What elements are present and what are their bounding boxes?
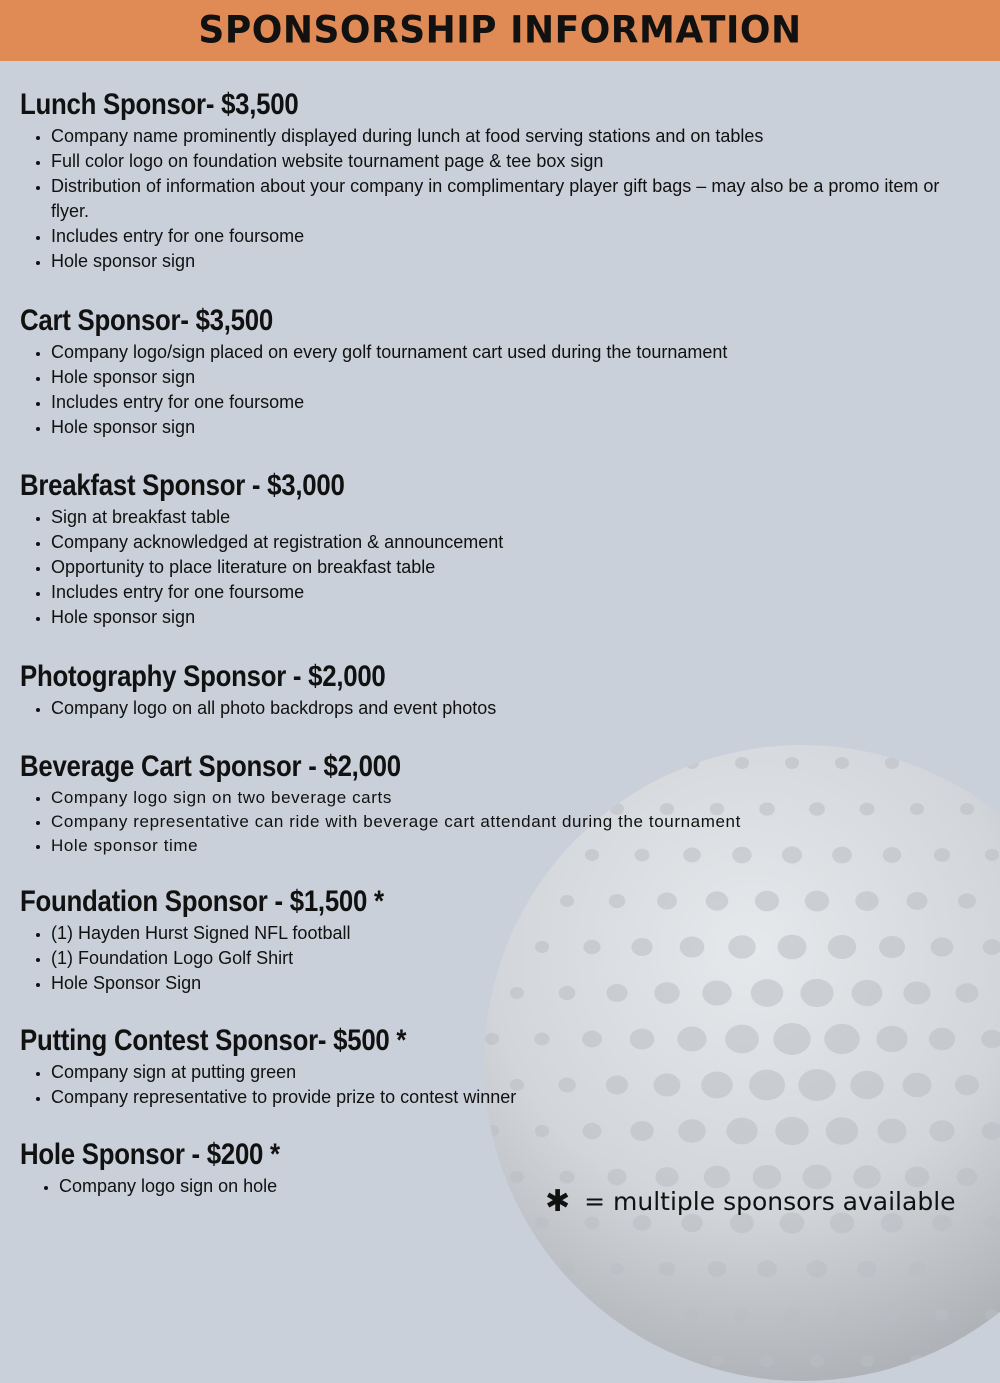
list-item: • Company sign at putting green [51, 1060, 951, 1085]
golf-ball-dimple [760, 1355, 774, 1367]
section-title: Hole Sponsor - $200 * [20, 1138, 280, 1171]
golf-ball-dimple [710, 1355, 724, 1367]
golf-ball-dimple [734, 1308, 749, 1321]
benefit-list [20, 696, 951, 721]
golf-ball-dimple [635, 1309, 649, 1321]
benefit-list [20, 124, 951, 274]
golf-ball-dimple [560, 1263, 574, 1275]
list-item: • Hole sponsor sign [51, 605, 951, 630]
golf-ball-dimple [935, 1309, 949, 1321]
benefit-list [20, 340, 951, 440]
golf-ball-dimple [908, 1262, 926, 1277]
list-item: • Company logo/sign placed on every golf tournament cart used during the tournament [51, 340, 951, 365]
list-item: • Company name prominently displayed during lunch at food serving stations and on tables [51, 124, 951, 149]
list-item: • (1) Hayden Hurst Signed NFL football [51, 921, 951, 946]
list-item: • Hole sponsor time [51, 834, 951, 858]
list-item: • Company acknowledged at registration & announcement [51, 530, 951, 555]
golf-ball-dimple [659, 1262, 676, 1276]
breakfast-sponsor-section [20, 469, 951, 630]
section-title: Beverage Cart Sponsor - $2,000 [20, 750, 401, 783]
list-item: • Distribution of information about your company in complimentary player gift bags – may also be a promo item or flyer. [51, 174, 951, 224]
asterisk-icon: ✱ [545, 1184, 571, 1219]
section-title: Breakfast Sponsor - $3,000 [20, 469, 345, 502]
golf-ball-dimple [910, 1355, 924, 1367]
list-item: • Company logo on all photo backdrops and event photos [51, 696, 951, 721]
golf-ball-dimple [585, 1309, 599, 1321]
golf-ball-dimple [984, 1216, 1000, 1230]
footnote [545, 1184, 956, 1219]
header-banner [0, 0, 1000, 61]
golf-ball-dimple [610, 1263, 624, 1275]
golf-ball-dimple [985, 849, 999, 861]
golf-ball-dimple [958, 893, 976, 908]
list-item: • Opportunity to place literature on breakfast table [51, 555, 951, 580]
list-item: • Company logo sign on hole [59, 1174, 959, 1199]
list-item: • Company representative to provide prize to contest winner [51, 1085, 951, 1110]
section-title: Cart Sponsor- $3,500 [20, 304, 273, 337]
golf-ball-dimple [957, 1168, 978, 1186]
list-item: • Company logo sign on two beverage carts [51, 786, 951, 810]
section-title: Foundation Sponsor - $1,500 * [20, 885, 384, 918]
photography-sponsor-section [20, 660, 951, 721]
list-item: • Sign at breakfast table [51, 505, 951, 530]
page-title: SPONSORSHIP INFORMATION [198, 8, 802, 53]
foundation-sponsor-section [20, 885, 951, 996]
list-item: • Hole sponsor sign [51, 365, 951, 390]
list-item: • Hole Sponsor Sign [51, 971, 951, 996]
section-title: Putting Contest Sponsor- $500 * [20, 1024, 407, 1057]
list-item: • Full color logo on foundation website tournament page & tee box sign [51, 149, 951, 174]
golf-ball-dimple [485, 1125, 499, 1137]
golf-ball-dimple [985, 1309, 999, 1321]
list-item: • Company representative can ride with beverage cart attendant during the tournament [51, 810, 951, 834]
list-item: • Hole sponsor sign [51, 415, 951, 440]
list-item: • Includes entry for one foursome [51, 390, 951, 415]
golf-ball-dimple [583, 1123, 602, 1139]
golf-ball-dimple [708, 1261, 727, 1277]
list-item: • Includes entry for one foursome [51, 224, 951, 249]
cart-sponsor-section [20, 304, 951, 440]
golf-ball-dimple [807, 1260, 827, 1277]
benefit-list [20, 505, 951, 630]
golf-ball-dimple [960, 1263, 975, 1276]
putting-contest-sponsor-section [20, 1024, 951, 1110]
golf-ball-dimple [885, 1309, 900, 1321]
benefit-list [20, 921, 951, 996]
golf-ball-dimple [535, 1125, 549, 1137]
golf-ball-dimple [784, 1308, 800, 1322]
golf-ball-dimple [860, 1355, 874, 1367]
golf-ball-dimple [955, 1075, 979, 1096]
golf-ball-dimple [810, 1355, 824, 1367]
lunch-sponsor-section [20, 88, 951, 274]
footnote-text: = multiple sponsors available [584, 1187, 956, 1216]
section-title: Lunch Sponsor- $3,500 [20, 88, 299, 121]
benefit-list [20, 1060, 951, 1110]
list-item: • (1) Foundation Logo Golf Shirt [51, 946, 951, 971]
section-title: Photography Sponsor - $2,000 [20, 660, 386, 693]
golf-ball-dimple [757, 1260, 777, 1277]
list-item: • Includes entry for one foursome [51, 580, 951, 605]
golf-ball-dimple [685, 1309, 699, 1321]
beverage-cart-sponsor-section [20, 750, 951, 858]
golf-ball-dimple [956, 983, 979, 1002]
golf-ball-dimple [960, 803, 974, 815]
benefit-list [20, 786, 951, 858]
golf-ball-dimple [660, 1355, 674, 1367]
list-item: • Hole sponsor sign [51, 249, 951, 274]
golf-ball-dimple [857, 1261, 876, 1278]
golf-ball-dimple [834, 1308, 850, 1321]
